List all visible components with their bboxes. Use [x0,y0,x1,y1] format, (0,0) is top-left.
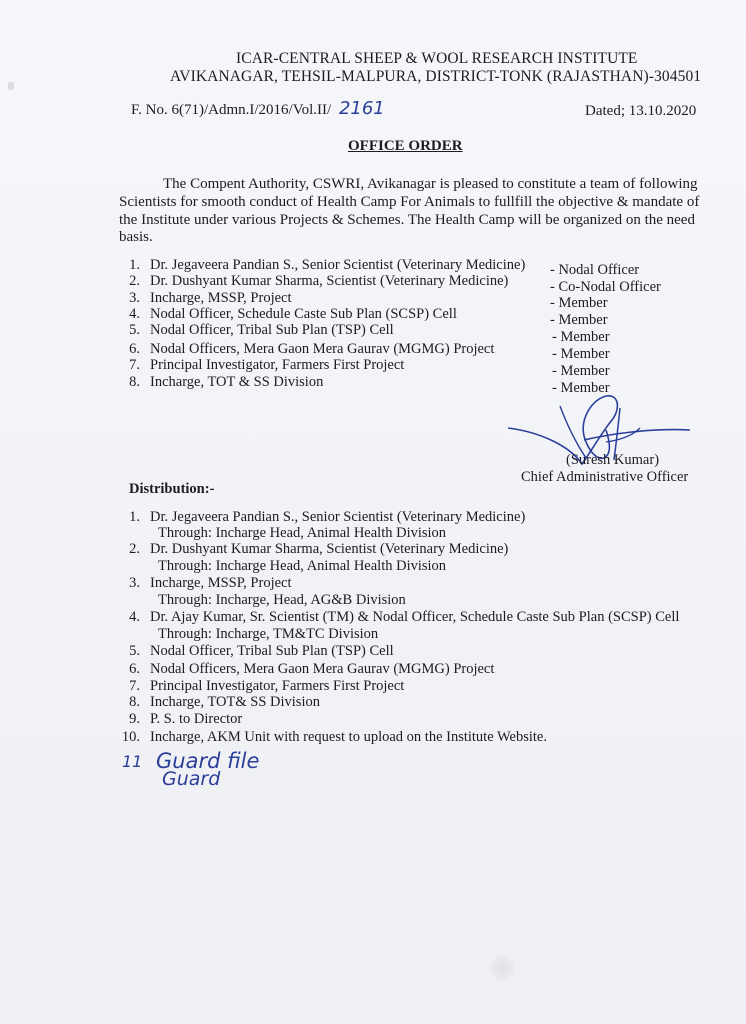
item-number: 5. [129,322,140,338]
scan-blemish [8,82,14,90]
handwritten-item-number: 11 [122,752,143,771]
team-member [120,374,323,391]
team-member [120,273,508,290]
team-member [120,290,292,307]
distribution-item-text: Nodal Officer, Tribal Sub Plan (TSP) Cell [150,643,394,659]
member-role: - Member [550,312,608,328]
document-title: OFFICE ORDER [348,138,463,154]
member-role: - Member [552,363,610,379]
member-name: Dr. Dushyant Kumar Sharma, Scientist (Veterinary Medicine) [150,273,509,289]
signatory-designation: Chief Administrative Officer [521,469,689,485]
member-role: - Nodal Officer [550,262,640,278]
member-role: - Co-Nodal Officer [550,279,661,295]
team-member [120,357,404,374]
distribution-item-text: Incharge, AKM Unit with request to upload on the Institute Website. [150,729,547,745]
distribution-item [120,711,242,728]
distribution-item-text: Dr. Jegaveera Pandian S., Senior Scientist (Veterinary Medicine) [150,509,526,525]
item-number: 2. [129,273,140,289]
order-date: Dated; 13.10.2020 [585,103,697,119]
distribution-item [120,509,525,526]
member-role: - Member [552,346,610,362]
body-line-3: the Institute under various Projects & Schemes. The Health Camp will be organized on the need [119,212,695,228]
member-role: - Member [552,380,610,396]
item-number: 1. [129,257,140,273]
distribution-item-text: Incharge, TOT& SS Division [150,694,320,710]
team-member [120,322,394,339]
item-number: 8. [129,374,140,390]
item-number: 1. [129,509,140,525]
member-role: - Member [550,295,608,311]
item-number: 6. [129,661,140,677]
distribution-item-text: Incharge, MSSP, Project [150,575,292,591]
distribution-item-text: Nodal Officers, Mera Gaon Mera Gaurav (MGMG) Project [150,661,495,677]
institute-name: ICAR-CENTRAL SHEEP & WOOL RESEARCH INSTITUTE [236,50,638,67]
member-name: Incharge, MSSP, Project [150,290,292,306]
team-member [120,306,457,323]
item-number: 3. [129,290,140,306]
member-name: Dr. Jegaveera Pandian S., Senior Scientist (Veterinary Medicine) [150,257,526,273]
distribution-item-text: Principal Investigator, Farmers First Project [150,678,405,694]
distribution-item-text: Dr. Dushyant Kumar Sharma, Scientist (Veterinary Medicine) [150,541,509,557]
body-line-1: The Compent Authority, CSWRI, Avikanagar is pleased to constitute a team of following [163,176,698,192]
distribution-item [120,694,320,711]
team-member [120,341,494,358]
file-number [131,98,385,119]
distribution-item [120,661,494,678]
item-number: 4. [129,306,140,322]
file-number-text: F. No. 6(71)/Admn.I/2016/Vol.II/ [131,102,332,118]
item-number: 7. [129,678,140,694]
item-number: 8. [129,694,140,710]
item-number: 2. [129,541,140,557]
body-line-4: basis. [119,229,153,245]
distribution-item-through: Through: Incharge Head, Animal Health Division [158,558,447,574]
distribution-item [120,609,679,626]
file-number-handwritten: 2161 [338,98,385,119]
member-role: - Member [552,329,610,345]
body-line-2: Scientists for smooth conduct of Health Camp For Animals to fullfill the objective & mandate of [119,194,700,210]
distribution-item-through: Through: Incharge, TM&TC Division [158,626,379,642]
item-number: 9. [129,711,140,727]
item-number: 3. [129,575,140,591]
member-name: Incharge, TOT & SS Division [150,374,324,390]
handwritten-guard-file: Guard file [156,749,260,773]
member-name: Nodal Officer, Schedule Caste Sub Plan (SCSP) Cell [150,306,457,322]
item-number: 6. [129,341,140,357]
institute-address: AVIKANAGAR, TEHSIL-MALPURA, DISTRICT-TONK (RAJASTHAN)-304501 [170,68,702,85]
signatory-name: (Suresh Kumar) [566,452,660,468]
distribution-item [120,643,394,660]
distribution-item-through: Through: Incharge, Head, AG&B Division [158,592,406,608]
distribution-item-text: Dr. Ajay Kumar, Sr. Scientist (TM) & Nodal Officer, Schedule Caste Sub Plan (SCSP) Cell [150,609,680,625]
distribution-item-text: P. S. to Director [150,711,243,727]
scan-blemish [490,955,514,981]
team-member [120,257,525,274]
item-number: 10. [121,729,140,745]
distribution-item [120,541,508,558]
distribution-item [120,678,404,695]
item-number: 7. [129,357,140,373]
distribution-item [120,575,292,592]
member-name: Nodal Officer, Tribal Sub Plan (TSP) Cell [150,322,394,338]
item-number: 4. [129,609,140,625]
distribution-item [120,729,547,746]
distribution-heading: Distribution:- [129,481,215,497]
member-name: Nodal Officers, Mera Gaon Mera Gaurav (MGMG) Project [150,341,495,357]
distribution-item-through: Through: Incharge Head, Animal Health Division [158,525,447,541]
member-name: Principal Investigator, Farmers First Project [150,357,405,373]
handwritten-guard: Guard [162,768,221,790]
item-number: 5. [129,643,140,659]
